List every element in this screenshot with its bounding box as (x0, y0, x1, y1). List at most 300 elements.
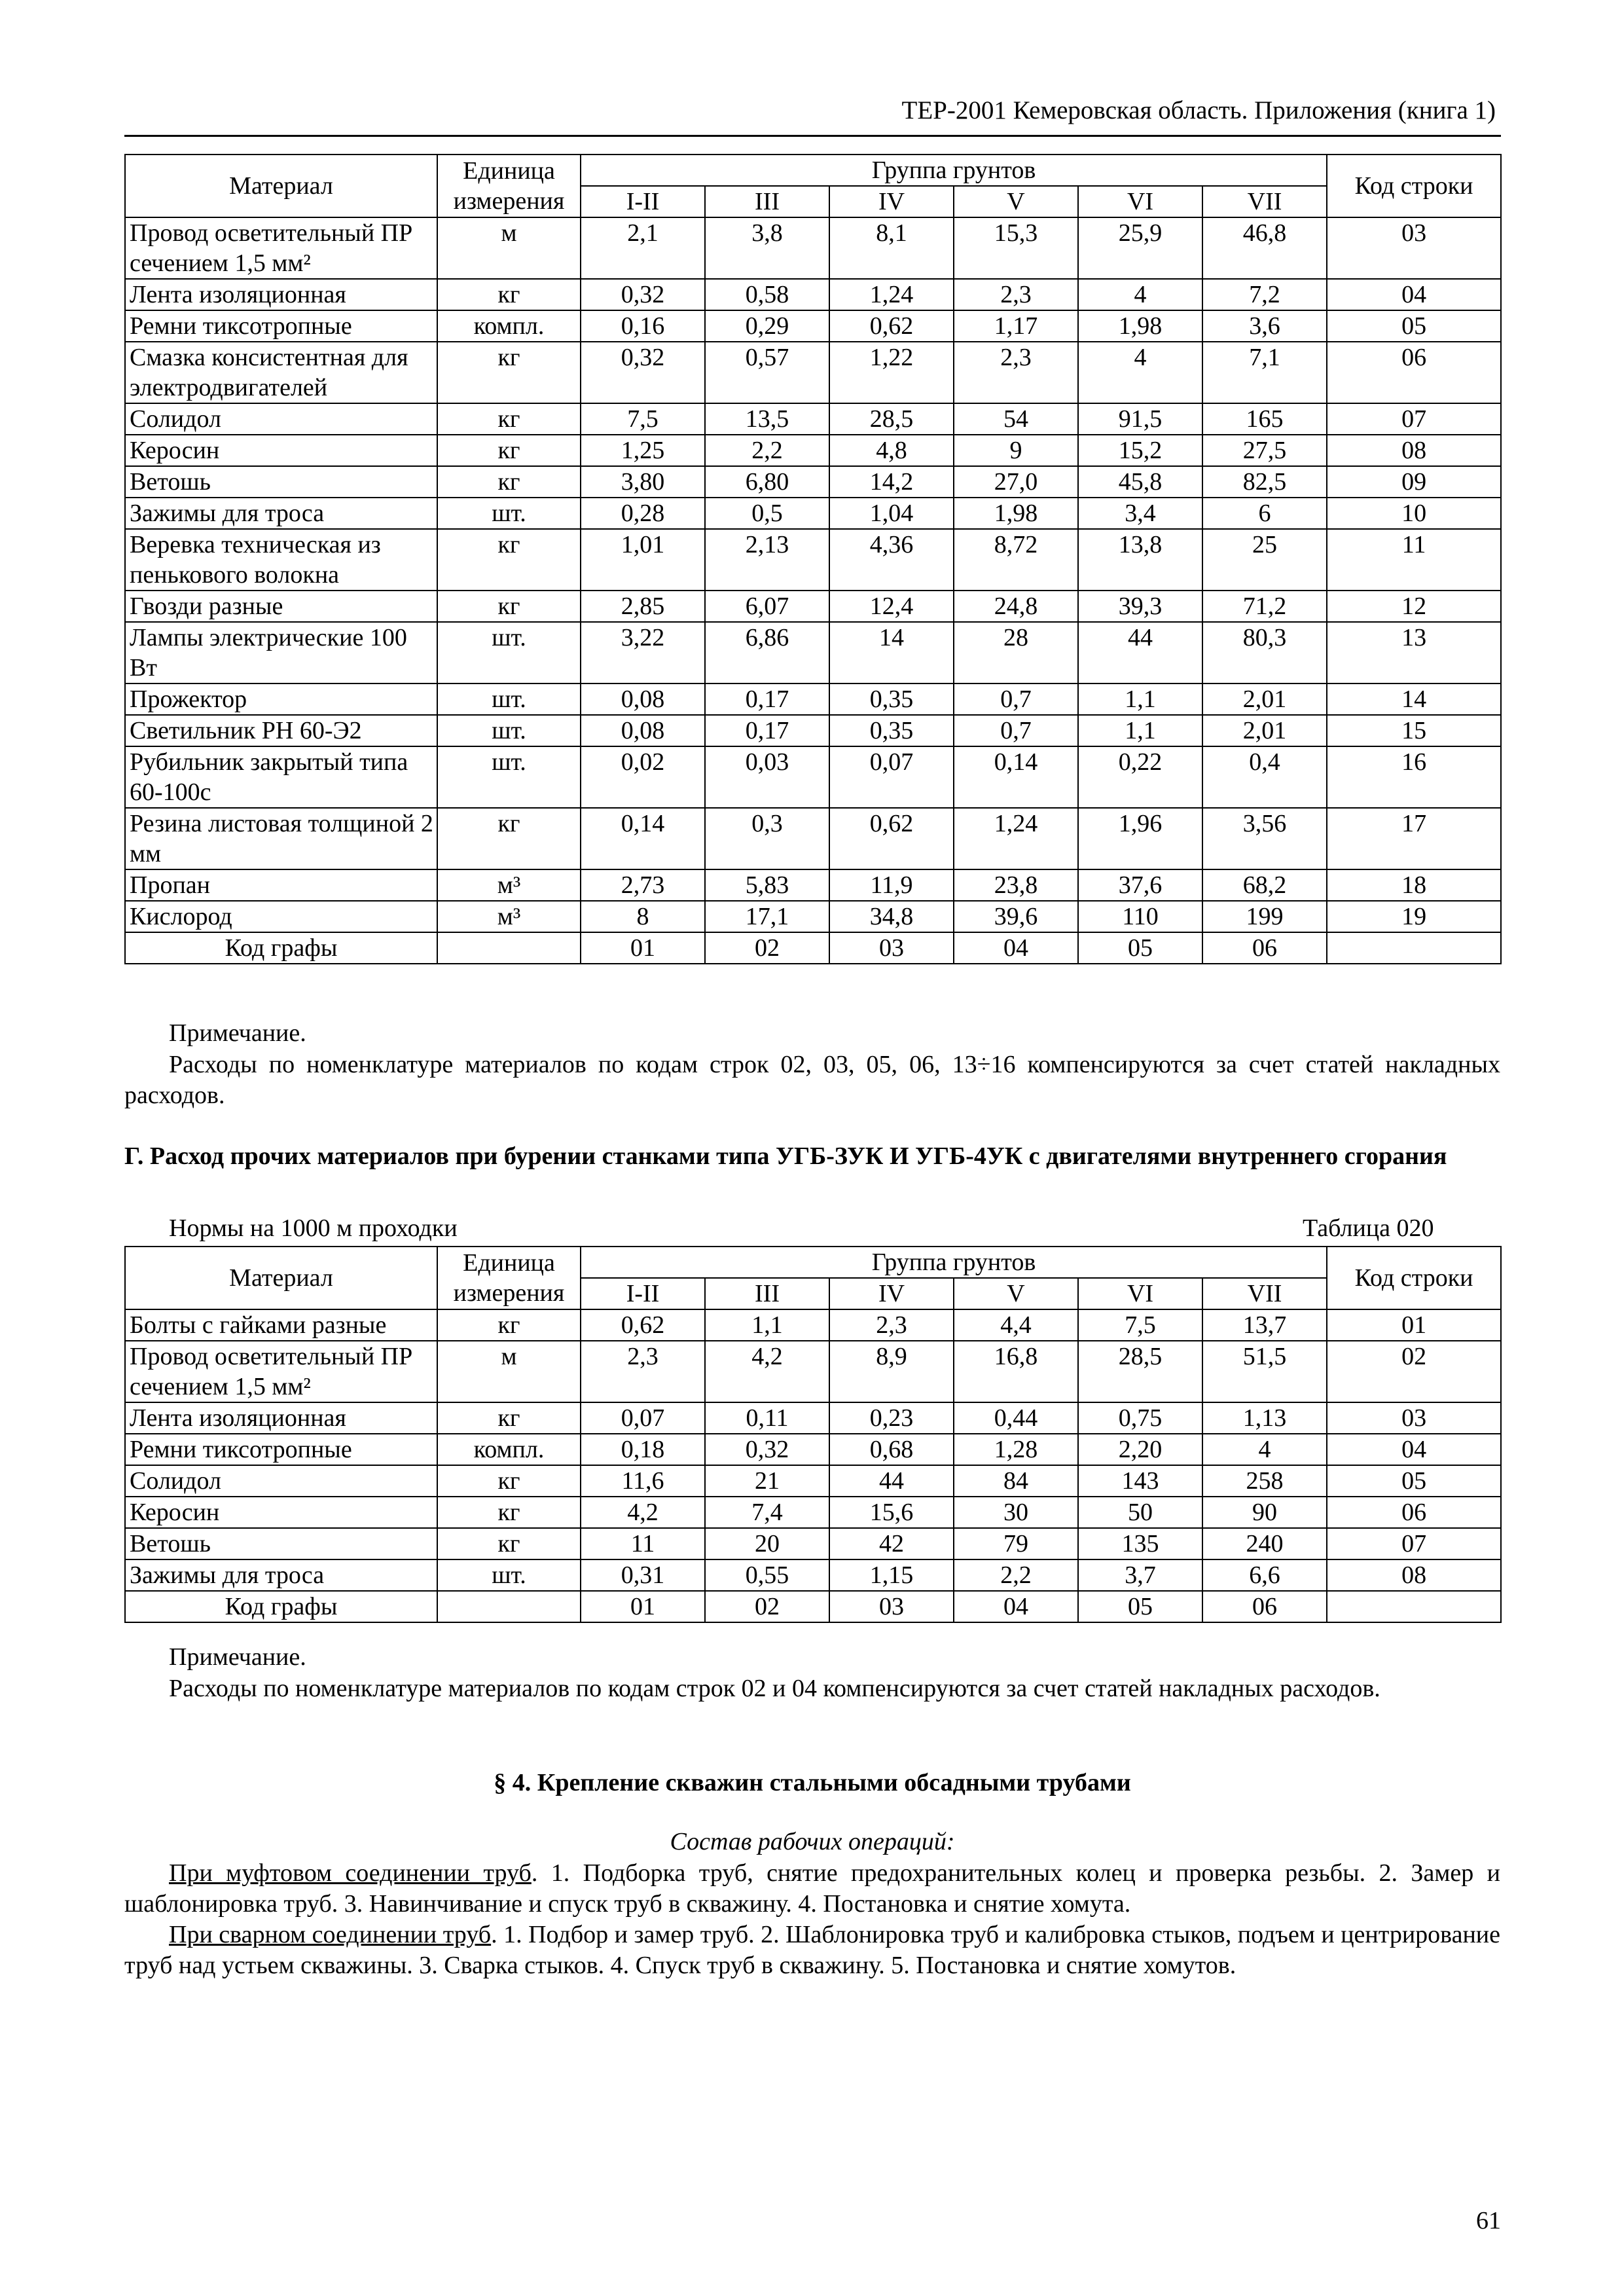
section4-paragraph-2 (124, 1920, 1500, 1981)
value-cell: 4,8 (829, 435, 954, 466)
column-code-cell: 06 (1202, 1591, 1327, 1622)
value-cell: 14 (829, 622, 954, 683)
value-cell: 1,24 (954, 808, 1078, 869)
table-row (125, 435, 1501, 466)
value-cell: 0,03 (705, 746, 829, 808)
note1-title: Примечание. (169, 1019, 306, 1047)
column-code-cell: 04 (954, 1591, 1078, 1622)
value-cell: 0,31 (581, 1559, 705, 1591)
unit-cell: кг (437, 1402, 581, 1434)
material-cell: Керосин (125, 1497, 437, 1528)
column-code-label: Код графы (125, 1591, 437, 1622)
value-cell: 91,5 (1078, 403, 1202, 435)
material-cell: Солидол (125, 403, 437, 435)
value-cell: 84 (954, 1465, 1078, 1497)
value-cell: 1,01 (581, 529, 705, 591)
col-unit: Единица измерения (437, 1247, 581, 1309)
value-cell: 2,2 (954, 1559, 1078, 1591)
value-cell: 6,86 (705, 622, 829, 683)
col-group-6: VII (1202, 186, 1327, 217)
table-number: Таблица 020 (1303, 1214, 1434, 1242)
col-group-4: V (954, 1278, 1078, 1309)
row-code-cell: 07 (1327, 403, 1501, 435)
value-cell: 15,6 (829, 1497, 954, 1528)
value-cell: 0,29 (705, 310, 829, 342)
table-row (125, 310, 1501, 342)
value-cell: 143 (1078, 1465, 1202, 1497)
value-cell: 7,4 (705, 1497, 829, 1528)
value-cell: 44 (829, 1465, 954, 1497)
value-cell: 45,8 (1078, 466, 1202, 498)
value-cell: 4,36 (829, 529, 954, 591)
table-row (125, 403, 1501, 435)
material-cell: Керосин (125, 435, 437, 466)
value-cell: 0,17 (705, 683, 829, 715)
welding-text: . 1. Подбор и замер труб. 2. Шаблонировка труб и калибровка стыков, подъем и центрирование труб над устьем скважины. 3. Сварка стыков. 4. Спуск труб в скважину. 5. Постановка и снятие хомутов. (124, 1921, 1501, 1979)
value-cell: 6,6 (1202, 1559, 1327, 1591)
row-code-cell: 19 (1327, 901, 1501, 932)
value-cell: 0,14 (954, 746, 1078, 808)
table-row (125, 529, 1501, 591)
value-cell: 0,3 (705, 808, 829, 869)
value-cell: 4 (1078, 342, 1202, 403)
col-row-code: Код строки (1327, 1247, 1501, 1309)
value-cell: 0,4 (1202, 746, 1327, 808)
value-cell: 50 (1078, 1497, 1202, 1528)
column-code-cell: 05 (1078, 1591, 1202, 1622)
value-cell: 1,13 (1202, 1402, 1327, 1434)
table-row (125, 1528, 1501, 1559)
value-cell: 13,7 (1202, 1309, 1327, 1341)
unit-cell: кг (437, 1528, 581, 1559)
material-cell: Солидол (125, 1465, 437, 1497)
value-cell: 165 (1202, 403, 1327, 435)
value-cell: 0,44 (954, 1402, 1078, 1434)
value-cell: 82,5 (1202, 466, 1327, 498)
row-code-cell: 06 (1327, 342, 1501, 403)
value-cell: 6,07 (705, 591, 829, 622)
empty-cell (1327, 932, 1501, 964)
table-row (125, 1559, 1501, 1591)
unit-cell: шт. (437, 683, 581, 715)
value-cell: 3,8 (705, 217, 829, 279)
value-cell: 1,04 (829, 498, 954, 529)
value-cell: 1,17 (954, 310, 1078, 342)
value-cell: 54 (954, 403, 1078, 435)
column-code-cell: 03 (829, 932, 954, 964)
value-cell: 0,5 (705, 498, 829, 529)
value-cell: 0,58 (705, 279, 829, 310)
value-cell: 0,32 (581, 342, 705, 403)
col-group-3: IV (829, 1278, 954, 1309)
col-group-4: V (954, 186, 1078, 217)
value-cell: 0,08 (581, 683, 705, 715)
section4-title: § 4. Крепление скважин стальными обсадными трубами (494, 1769, 1131, 1796)
column-code-row (125, 932, 1501, 964)
value-cell: 80,3 (1202, 622, 1327, 683)
value-cell: 4,2 (581, 1497, 705, 1528)
material-cell: Гвозди разные (125, 591, 437, 622)
col-group-5: VI (1078, 1278, 1202, 1309)
material-cell: Лента изоляционная (125, 1402, 437, 1434)
value-cell: 2,3 (954, 342, 1078, 403)
material-cell: Ремни тиксотропные (125, 1434, 437, 1465)
value-cell: 0,32 (581, 279, 705, 310)
row-code-cell: 11 (1327, 529, 1501, 591)
table-header-row (125, 1247, 1501, 1278)
value-cell: 8 (581, 901, 705, 932)
material-cell: Болты с гайками разные (125, 1309, 437, 1341)
value-cell: 0,7 (954, 683, 1078, 715)
table-row (125, 498, 1501, 529)
value-cell: 7,2 (1202, 279, 1327, 310)
value-cell: 3,56 (1202, 808, 1327, 869)
unit-cell: кг (437, 1497, 581, 1528)
unit-cell: кг (437, 1309, 581, 1341)
value-cell: 1,96 (1078, 808, 1202, 869)
empty-cell (1327, 1591, 1501, 1622)
table-row (125, 1402, 1501, 1434)
value-cell: 110 (1078, 901, 1202, 932)
value-cell: 30 (954, 1497, 1078, 1528)
col-group-2: III (705, 1278, 829, 1309)
table-header-row (125, 155, 1501, 186)
unit-cell: компл. (437, 1434, 581, 1465)
value-cell: 6,80 (705, 466, 829, 498)
value-cell: 4 (1202, 1434, 1327, 1465)
col-soil-group: Группа грунтов (581, 155, 1327, 186)
value-cell: 8,72 (954, 529, 1078, 591)
value-cell: 0,35 (829, 683, 954, 715)
unit-cell: м³ (437, 901, 581, 932)
value-cell: 2,2 (705, 435, 829, 466)
welding-lead: При сварном соединении труб (169, 1921, 492, 1948)
value-cell: 42 (829, 1528, 954, 1559)
table-row (125, 591, 1501, 622)
row-code-cell: 15 (1327, 715, 1501, 746)
row-code-cell: 04 (1327, 279, 1501, 310)
unit-cell: кг (437, 403, 581, 435)
column-code-cell: 03 (829, 1591, 954, 1622)
material-cell: Рубильник закрытый типа 60-100с (125, 746, 437, 808)
materials-table-1 (124, 154, 1502, 964)
value-cell: 0,23 (829, 1402, 954, 1434)
value-cell: 24,8 (954, 591, 1078, 622)
row-code-cell: 04 (1327, 1434, 1501, 1465)
section4-paragraph-1 (124, 1858, 1500, 1920)
value-cell: 17,1 (705, 901, 829, 932)
material-cell: Ветошь (125, 466, 437, 498)
table-row (125, 279, 1501, 310)
value-cell: 1,25 (581, 435, 705, 466)
value-cell: 71,2 (1202, 591, 1327, 622)
value-cell: 28 (954, 622, 1078, 683)
unit-cell: шт. (437, 1559, 581, 1591)
row-code-cell: 07 (1327, 1528, 1501, 1559)
row-code-cell: 12 (1327, 591, 1501, 622)
value-cell: 14,2 (829, 466, 954, 498)
value-cell: 2,73 (581, 869, 705, 901)
column-code-cell: 05 (1078, 932, 1202, 964)
note2-title: Примечание. (169, 1643, 306, 1671)
value-cell: 8,9 (829, 1341, 954, 1402)
material-cell: Пропан (125, 869, 437, 901)
value-cell: 0,75 (1078, 1402, 1202, 1434)
value-cell: 3,4 (1078, 498, 1202, 529)
value-cell: 27,0 (954, 466, 1078, 498)
table-row (125, 1309, 1501, 1341)
value-cell: 0,62 (829, 808, 954, 869)
value-cell: 11,6 (581, 1465, 705, 1497)
value-cell: 1,15 (829, 1559, 954, 1591)
table-row (125, 466, 1501, 498)
row-code-cell: 10 (1327, 498, 1501, 529)
value-cell: 4,4 (954, 1309, 1078, 1341)
unit-cell: шт. (437, 622, 581, 683)
row-code-cell: 03 (1327, 1402, 1501, 1434)
value-cell: 1,28 (954, 1434, 1078, 1465)
col-row-code: Код строки (1327, 155, 1501, 217)
value-cell: 15,2 (1078, 435, 1202, 466)
value-cell: 258 (1202, 1465, 1327, 1497)
material-cell: Резина листовая толщиной 2 мм (125, 808, 437, 869)
material-cell: Светильник РН 60-Э2 (125, 715, 437, 746)
material-cell: Веревка техническая из пенькового волокна (125, 529, 437, 591)
material-cell: Зажимы для троса (125, 1559, 437, 1591)
coupling-lead: При муфтовом соединении труб (169, 1859, 532, 1887)
value-cell: 0,18 (581, 1434, 705, 1465)
unit-cell: кг (437, 279, 581, 310)
table-row (125, 746, 1501, 808)
material-cell: Лента изоляционная (125, 279, 437, 310)
section-g-title: Г. Расход прочих материалов при бурении станками типа УГБ-ЗУК И УГБ-4УК с двигателями внутреннего сгорания (124, 1142, 1447, 1170)
value-cell: 2,13 (705, 529, 829, 591)
unit-cell: кг (437, 1465, 581, 1497)
row-code-cell: 14 (1327, 683, 1501, 715)
column-code-cell: 01 (581, 932, 705, 964)
value-cell: 1,1 (1078, 715, 1202, 746)
norms-line (124, 1213, 1500, 1244)
material-cell: Кислород (125, 901, 437, 932)
value-cell: 9 (954, 435, 1078, 466)
value-cell: 90 (1202, 1497, 1327, 1528)
unit-cell: кг (437, 342, 581, 403)
value-cell: 0,28 (581, 498, 705, 529)
table-row (125, 683, 1501, 715)
value-cell: 1,1 (705, 1309, 829, 1341)
material-cell: Прожектор (125, 683, 437, 715)
column-code-label: Код графы (125, 932, 437, 964)
header-text: ТЕР-2001 Кемеровская область. Приложения (книга 1) (901, 96, 1496, 124)
value-cell: 0,07 (829, 746, 954, 808)
norms-text: Нормы на 1000 м проходки (169, 1214, 458, 1242)
unit-cell: кг (437, 808, 581, 869)
value-cell: 21 (705, 1465, 829, 1497)
value-cell: 2,3 (581, 1341, 705, 1402)
value-cell: 2,1 (581, 217, 705, 279)
unit-cell: кг (437, 529, 581, 591)
value-cell: 0,32 (705, 1434, 829, 1465)
table-row (125, 217, 1501, 279)
value-cell: 13,5 (705, 403, 829, 435)
table-row (125, 715, 1501, 746)
value-cell: 51,5 (1202, 1341, 1327, 1402)
value-cell: 28,5 (1078, 1341, 1202, 1402)
section4-subtitle: Состав рабочих операций: (670, 1828, 955, 1855)
material-cell: Ветошь (125, 1528, 437, 1559)
row-code-cell: 08 (1327, 1559, 1501, 1591)
table-row (125, 342, 1501, 403)
value-cell: 39,6 (954, 901, 1078, 932)
materials-table-2 (124, 1246, 1502, 1623)
value-cell: 7,1 (1202, 342, 1327, 403)
note2-text: Расходы по номенклатуре материалов по кодам строк 02 и 04 компенсируются за счет статей накладных расходов. (169, 1675, 1380, 1702)
value-cell: 1,22 (829, 342, 954, 403)
unit-cell: шт. (437, 715, 581, 746)
value-cell: 1,98 (954, 498, 1078, 529)
value-cell: 0,7 (954, 715, 1078, 746)
value-cell: 1,1 (1078, 683, 1202, 715)
col-group-5: VI (1078, 186, 1202, 217)
value-cell: 2,01 (1202, 715, 1327, 746)
unit-cell: м³ (437, 869, 581, 901)
column-code-cell: 01 (581, 1591, 705, 1622)
column-code-row (125, 1591, 1501, 1622)
value-cell: 8,1 (829, 217, 954, 279)
value-cell: 12,4 (829, 591, 954, 622)
value-cell: 5,83 (705, 869, 829, 901)
value-cell: 13,8 (1078, 529, 1202, 591)
col-material: Материал (125, 155, 437, 217)
value-cell: 2,20 (1078, 1434, 1202, 1465)
column-code-cell: 06 (1202, 932, 1327, 964)
table-row (125, 622, 1501, 683)
value-cell: 0,16 (581, 310, 705, 342)
table-row (125, 1497, 1501, 1528)
col-group-3: IV (829, 186, 954, 217)
row-code-cell: 02 (1327, 1341, 1501, 1402)
value-cell: 0,14 (581, 808, 705, 869)
value-cell: 0,35 (829, 715, 954, 746)
value-cell: 3,6 (1202, 310, 1327, 342)
note1-text: Расходы по номенклатуре материалов по кодам строк 02, 03, 05, 06, 13÷16 компенсируются за счет статей накладных расходов. (124, 1051, 1500, 1109)
value-cell: 7,5 (1078, 1309, 1202, 1341)
running-header (124, 90, 1501, 137)
col-group-2: III (705, 186, 829, 217)
value-cell: 2,85 (581, 591, 705, 622)
value-cell: 28,5 (829, 403, 954, 435)
value-cell: 4,2 (705, 1341, 829, 1402)
value-cell: 68,2 (1202, 869, 1327, 901)
row-code-cell: 05 (1327, 310, 1501, 342)
value-cell: 25 (1202, 529, 1327, 591)
value-cell: 2,3 (954, 279, 1078, 310)
value-cell: 3,80 (581, 466, 705, 498)
column-code-cell: 02 (705, 932, 829, 964)
value-cell: 79 (954, 1528, 1078, 1559)
value-cell: 0,55 (705, 1559, 829, 1591)
value-cell: 16,8 (954, 1341, 1078, 1402)
row-code-cell: 09 (1327, 466, 1501, 498)
row-code-cell: 08 (1327, 435, 1501, 466)
value-cell: 34,8 (829, 901, 954, 932)
table-row (125, 1465, 1501, 1497)
col-soil-group: Группа грунтов (581, 1247, 1327, 1278)
value-cell: 1,24 (829, 279, 954, 310)
value-cell: 20 (705, 1528, 829, 1559)
col-material: Материал (125, 1247, 437, 1309)
material-cell: Ремни тиксотропные (125, 310, 437, 342)
value-cell: 0,57 (705, 342, 829, 403)
empty-cell (437, 932, 581, 964)
unit-cell: шт. (437, 746, 581, 808)
value-cell: 0,68 (829, 1434, 954, 1465)
col-group-1: I-II (581, 186, 705, 217)
material-cell: Зажимы для троса (125, 498, 437, 529)
coupling-text: . 1. Подборка труб, снятие предохранительных колец и проверка резьбы. 2. Замер и шаблонировка труб. 3. Навинчивание и спуск труб в скважину. 4. Постановка и снятие хомута. (124, 1859, 1500, 1918)
row-code-cell: 13 (1327, 622, 1501, 683)
row-code-cell: 17 (1327, 808, 1501, 869)
column-code-cell: 04 (954, 932, 1078, 964)
value-cell: 6 (1202, 498, 1327, 529)
unit-cell: кг (437, 435, 581, 466)
value-cell: 240 (1202, 1528, 1327, 1559)
value-cell: 135 (1078, 1528, 1202, 1559)
value-cell: 11 (581, 1528, 705, 1559)
col-group-6: VII (1202, 1278, 1327, 1309)
value-cell: 4 (1078, 279, 1202, 310)
col-group-1: I-II (581, 1278, 705, 1309)
unit-cell: кг (437, 466, 581, 498)
material-cell: Провод осветительный ПР сечением 1,5 мм² (125, 1341, 437, 1402)
table-row (125, 869, 1501, 901)
unit-cell: м (437, 1341, 581, 1402)
value-cell: 3,22 (581, 622, 705, 683)
unit-cell: кг (437, 591, 581, 622)
column-code-cell: 02 (705, 1591, 829, 1622)
value-cell: 0,22 (1078, 746, 1202, 808)
row-code-cell: 01 (1327, 1309, 1501, 1341)
row-code-cell: 16 (1327, 746, 1501, 808)
unit-cell: м (437, 217, 581, 279)
page-number: 61 (1476, 2207, 1501, 2234)
value-cell: 199 (1202, 901, 1327, 932)
row-code-cell: 03 (1327, 217, 1501, 279)
value-cell: 44 (1078, 622, 1202, 683)
row-code-cell: 05 (1327, 1465, 1501, 1497)
value-cell: 37,6 (1078, 869, 1202, 901)
material-cell: Смазка консистентная для электродвигателей (125, 342, 437, 403)
unit-cell: шт. (437, 498, 581, 529)
value-cell: 2,01 (1202, 683, 1327, 715)
value-cell: 0,17 (705, 715, 829, 746)
value-cell: 3,7 (1078, 1559, 1202, 1591)
value-cell: 46,8 (1202, 217, 1327, 279)
value-cell: 0,62 (829, 310, 954, 342)
value-cell: 0,62 (581, 1309, 705, 1341)
table-row (125, 1434, 1501, 1465)
col-unit: Единица измерения (437, 155, 581, 217)
material-cell: Лампы электрические 100 Вт (125, 622, 437, 683)
value-cell: 15,3 (954, 217, 1078, 279)
value-cell: 11,9 (829, 869, 954, 901)
row-code-cell: 18 (1327, 869, 1501, 901)
value-cell: 0,08 (581, 715, 705, 746)
value-cell: 39,3 (1078, 591, 1202, 622)
table-row (125, 808, 1501, 869)
value-cell: 1,98 (1078, 310, 1202, 342)
value-cell: 2,3 (829, 1309, 954, 1341)
